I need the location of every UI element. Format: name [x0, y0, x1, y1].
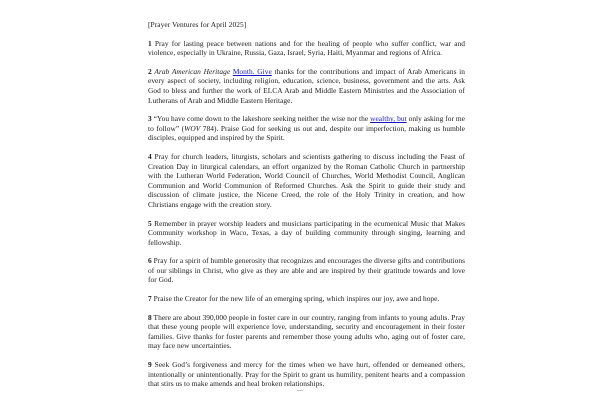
body-text: “You have come down to the lakeshore seeking neither the wise nor the — [151, 114, 371, 124]
prayer-entry-number: 4 — [148, 151, 152, 161]
prayer-entry-list — [148, 39, 465, 389]
prayer-entry-number: 1 — [148, 38, 152, 48]
prayer-entry — [148, 219, 465, 248]
prayer-entry-number: 5 — [148, 218, 152, 228]
page-break-artifact — [297, 390, 303, 391]
emphasized-text: Arab American Heritage — [154, 66, 233, 76]
prayer-entry — [148, 67, 465, 105]
body-text: thanks for the contributions and impact of Arab Americans in every aspect of society, including religion, education, science, business, government and the arts. Ask God to bless and further the work of ELCA Arab and Middle Eastern Ministries and the Association of Lutherans of Arab and Middle Eastern Heritage. — [148, 66, 465, 105]
prayer-entry — [148, 39, 465, 58]
prayer-entry — [148, 114, 465, 143]
body-text: There are about 390,000 people in foster care in our country, ranging from infants to young adults. Pray that these young people will experience love, understanding, security and encouragement in their foster families. Give thanks for foster parents and remember those young adults who, aging out of foster care, may face new uncertainties. — [148, 312, 465, 351]
prayer-entry-number: 8 — [148, 312, 152, 322]
body-text: only asking for me to follow” ( — [148, 114, 465, 133]
prayer-entry-number: 9 — [148, 360, 152, 370]
prayer-entry-number: 3 — [148, 114, 152, 124]
body-text: Remember in prayer worship leaders and musicians participating in the ecumenical Music that Makes Community workshop in Waco, Texas, a day of building community through singing, learning and fellowship. — [148, 218, 465, 247]
body-text: Pray for a spirit of humble generosity that recognizes and encourages the diverse gifts and contributions of our siblings in Christ, who give as they are able and are inspired by their gratitude towards and love for God. — [148, 256, 465, 285]
body-text: 784). Praise God for seeking us out and, despite our imperfection, making us humble disciples, equipped and inspired by the Spirit. — [148, 123, 465, 143]
emphasized-text: WOV — [184, 123, 201, 133]
body-text: Seek God’s forgiveness and mercy for the times when we have hurt, offended or demeaned others, intentionally or unintentionally. Pray for the Spirit to grant us humility, penitent hearts and a compassion that stirs us to make amends and heal broken relationships. — [148, 360, 465, 389]
prayer-entry — [148, 152, 465, 210]
document-hyperlink[interactable]: Month. Give — [232, 66, 272, 76]
prayer-entry-number: 6 — [148, 256, 152, 266]
body-text: Praise the Creator for the new life of an emerging spring, which inspires our joy, awe and hope. — [151, 294, 440, 304]
document-title: [Prayer Ventures for April 2025] — [148, 20, 247, 29]
prayer-entry-number: 2 — [148, 66, 152, 76]
prayer-entry — [148, 256, 465, 285]
document-text-column — [148, 20, 465, 389]
body-text: Pray for church leaders, liturgists, scholars and scientists gathering to discuss including the Feast of Creation Day in liturgical calendars, an effort organized by the Roman Catholic Church in partnership with the Lutheran World Federation, World Council of Churches, World Methodist Council, Anglican Communion and World Communion of Reformed Churches. Ask the Spirit to guide their study and discussion of climate justice, the Nicene Creed, the role of the Holy Trinity in creation, and how Christians engage with the creation story. — [148, 151, 465, 209]
prayer-entry — [148, 313, 465, 351]
prayer-entry-number: 7 — [148, 294, 152, 304]
document-hyperlink[interactable]: wealthy, but — [370, 114, 407, 124]
prayer-entry — [148, 360, 465, 389]
body-text: Pray for lasting peace between nations and for the healing of people who suffer conflict, war and violence, especially in Ukraine, Russia, Gaza, Israel, Syria, Haiti, Myanmar and regions of Africa. — [148, 38, 465, 58]
prayer-entry — [148, 294, 465, 304]
